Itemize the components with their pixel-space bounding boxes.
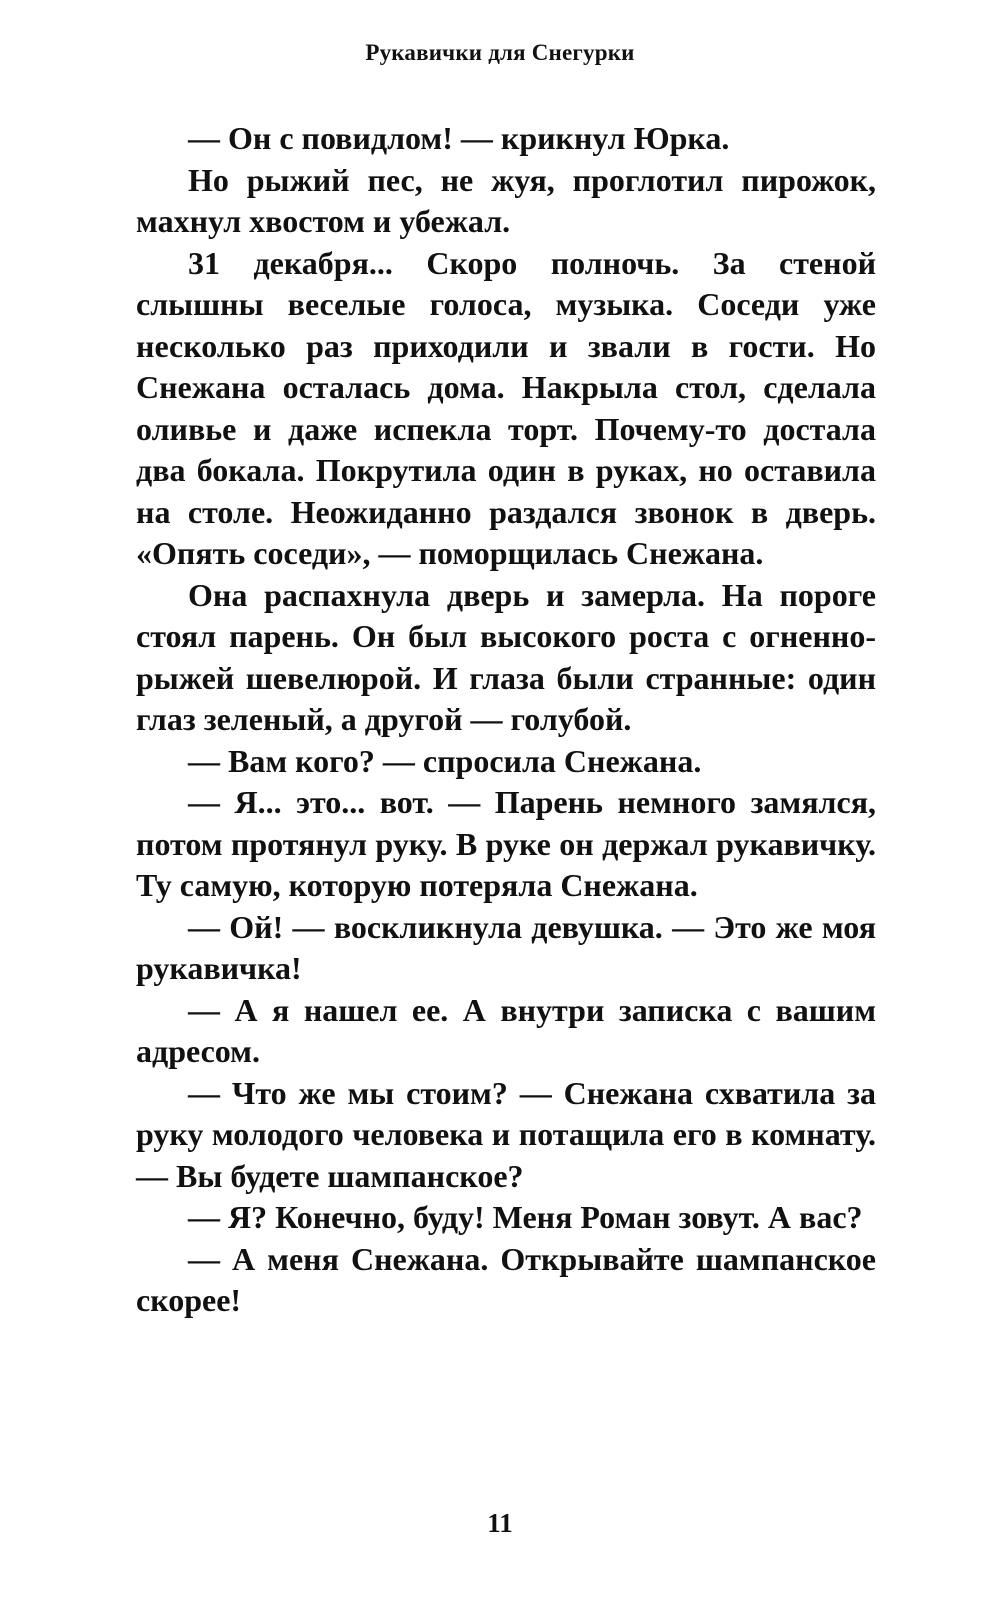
paragraph: — Ой! — воскликнула девушка. — Это же моя рукавичка! [136, 908, 876, 986]
running-head: Рукавички для Снегурки [365, 40, 635, 65]
paragraph: Но рыжий пес, не жуя, проглотил пирожок, махнул хвостом и убежал. [136, 161, 876, 239]
paragraph: — Что же мы стоим? — Снежана схватила за руку молодого человека и потащила его в комнату. — Вы будете шампанское? [136, 1074, 876, 1194]
paragraph: 31 декабря... Скоро полночь. За стеной слышны веселые голоса, музыка. Соседи уже несколько раз приходили и звали в гости. Но Снежана осталась дома. Накрыла стол, сделала оливье и даже испекла торт. Почему-то достала два бокала. Покрутила один в руках, но оставила на столе. Неожиданно раздался звонок в дверь. «Опять соседи», — поморщилась Снежана. [136, 244, 876, 571]
paragraph: — А меня Снежана. Открывайте шампанское скорее! [136, 1240, 876, 1318]
paragraph: — Я... это... вот. — Парень немного замялся, потом протянул руку. В руке он держал рукавичку. Ту самую, которую потеряла Снежана. [136, 784, 876, 903]
paragraph: — Я? Конечно, буду! Меня Роман зовут. А вас? [188, 1199, 863, 1235]
paragraph: — Вам кого? — спросила Снежана. [188, 742, 702, 779]
paragraph: — Он с повидлом! — крикнул Юрка. [188, 120, 730, 156]
paragraph: Она распахнула дверь и замерла. На пороге стоял парень. Он был высокого роста с огненно-рыжей шевелюрой. И глаза были странные: один глаз зеленый, а другой — голубой. [136, 576, 876, 737]
body-text [136, 118, 876, 1322]
page-number: 11 [487, 1508, 513, 1538]
paragraph: — А я нашел ее. А внутри записка с вашим адресом. [136, 991, 876, 1069]
